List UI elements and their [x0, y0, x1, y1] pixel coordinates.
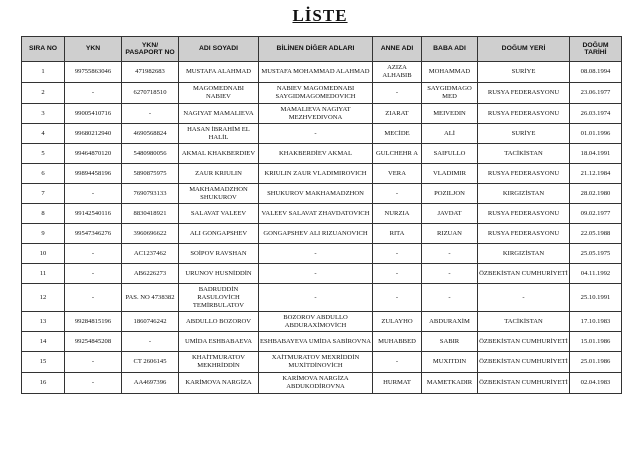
cell-sira-no: 9: [22, 224, 65, 244]
column-header-anne-adi: ANNE ADI: [373, 37, 422, 62]
cell-anne-adi: -: [373, 264, 422, 284]
cell-adi-soyadi: MAGOMEDNABI NABIEV: [179, 83, 259, 104]
cell-dogum-tarihi: 25.05.1975: [570, 244, 622, 264]
cell-diger-adlari: -: [259, 284, 373, 312]
cell-adi-soyadi: ZAUR KRIULIN: [179, 164, 259, 184]
cell-sira-no: 11: [22, 264, 65, 284]
column-header-sira-no: SIRA NO: [22, 37, 65, 62]
cell-anne-adi: -: [373, 284, 422, 312]
cell-anne-adi: GULCHEHR A: [373, 144, 422, 164]
cell-anne-adi: AZIZA ALHABIB: [373, 62, 422, 83]
cell-pasaport-no: PAS. NO 4738382: [122, 284, 179, 312]
cell-sira-no: 14: [22, 332, 65, 352]
cell-dogum-yeri: ÖZBEKİSTAN CUMHURİYETİ: [478, 332, 570, 352]
cell-dogum-yeri: RUSYA FEDERASYONU: [478, 104, 570, 124]
column-header-ykn: YKN: [65, 37, 122, 62]
cell-ykn: -: [65, 373, 122, 394]
cell-sira-no: 10: [22, 244, 65, 264]
cell-sira-no: 6: [22, 164, 65, 184]
cell-pasaport-no: 5480980056: [122, 144, 179, 164]
cell-diger-adlari: -: [259, 124, 373, 144]
cell-ykn: -: [65, 184, 122, 204]
cell-dogum-yeri: SURİYE: [478, 62, 570, 83]
table-row: [22, 284, 622, 312]
cell-dogum-tarihi: 25.01.1986: [570, 352, 622, 373]
cell-dogum-yeri: KIRGIZİSTAN: [478, 184, 570, 204]
cell-ykn: -: [65, 83, 122, 104]
cell-ykn: 99680212940: [65, 124, 122, 144]
cell-sira-no: 4: [22, 124, 65, 144]
cell-anne-adi: VERA: [373, 164, 422, 184]
table-body: [22, 62, 622, 394]
cell-adi-soyadi: MAKHAMADZHON SHUKUROV: [179, 184, 259, 204]
cell-sira-no: 13: [22, 312, 65, 332]
table-row: [22, 144, 622, 164]
cell-diger-adlari: NABIEV MAGOMEDNABI SAYGIDMAGOMEDOVICH: [259, 83, 373, 104]
cell-adi-soyadi: KARİMOVA NARGİZA: [179, 373, 259, 394]
cell-pasaport-no: 3960696622: [122, 224, 179, 244]
cell-dogum-tarihi: 04.11.1992: [570, 264, 622, 284]
cell-diger-adlari: MAMALIEVA NAGIYAT MEZHVEDIVONA: [259, 104, 373, 124]
table-row: [22, 352, 622, 373]
cell-pasaport-no: 8830418921: [122, 204, 179, 224]
cell-pasaport-no: -: [122, 332, 179, 352]
cell-dogum-tarihi: 21.12.1984: [570, 164, 622, 184]
table-row: [22, 104, 622, 124]
cell-anne-adi: HURMAT: [373, 373, 422, 394]
cell-dogum-tarihi: 09.02.1977: [570, 204, 622, 224]
cell-baba-adi: POZILJON: [422, 184, 478, 204]
cell-baba-adi: ABDURAXİM: [422, 312, 478, 332]
cell-baba-adi: MUXITDIN: [422, 352, 478, 373]
cell-sira-no: 5: [22, 144, 65, 164]
cell-adi-soyadi: BADRUDDİN RASULOVİCH TEMİRBULATOV: [179, 284, 259, 312]
cell-sira-no: 2: [22, 83, 65, 104]
cell-ykn: 99254845208: [65, 332, 122, 352]
table-row: [22, 83, 622, 104]
cell-baba-adi: JAVDAT: [422, 204, 478, 224]
persons-table: [21, 36, 622, 394]
cell-baba-adi: ALİ: [422, 124, 478, 144]
table-row: [22, 124, 622, 144]
document-title: LİSTE: [292, 6, 348, 25]
cell-adi-soyadi: URUNOV HUSNİDDİN: [179, 264, 259, 284]
cell-pasaport-no: AA4697396: [122, 373, 179, 394]
cell-sira-no: 12: [22, 284, 65, 312]
cell-pasaport-no: -: [122, 104, 179, 124]
cell-anne-adi: -: [373, 244, 422, 264]
cell-diger-adlari: VALEEV SALAVAT ZHAVDATOVICH: [259, 204, 373, 224]
cell-dogum-tarihi: 08.08.1994: [570, 62, 622, 83]
cell-dogum-yeri: ÖZBEKİSTAN CUMHURİYETİ: [478, 373, 570, 394]
cell-ykn: 99755863046: [65, 62, 122, 83]
cell-pasaport-no: 6270718510: [122, 83, 179, 104]
cell-adi-soyadi: HASAN İBRAHİM EL HALİL: [179, 124, 259, 144]
cell-ykn: 99284815196: [65, 312, 122, 332]
cell-dogum-yeri: -: [478, 284, 570, 312]
cell-anne-adi: -: [373, 184, 422, 204]
cell-ykn: 99005410716: [65, 104, 122, 124]
column-header-dogum-tarihi: DOĞUM TARİHİ: [570, 37, 622, 62]
cell-dogum-tarihi: 22.05.1988: [570, 224, 622, 244]
cell-dogum-yeri: SURİYE: [478, 124, 570, 144]
cell-dogum-yeri: ÖZBEKİSTAN CUMHURİYETİ: [478, 264, 570, 284]
cell-pasaport-no: AB6226273: [122, 264, 179, 284]
table-row: [22, 164, 622, 184]
cell-diger-adlari: KRIULIN ZAUR VLADIMIROVICH: [259, 164, 373, 184]
cell-ykn: -: [65, 352, 122, 373]
cell-ykn: 99547346276: [65, 224, 122, 244]
cell-dogum-yeri: TACİKİSTAN: [478, 144, 570, 164]
cell-dogum-yeri: TACİKİSTAN: [478, 312, 570, 332]
table-row: [22, 312, 622, 332]
cell-anne-adi: MECİDE: [373, 124, 422, 144]
cell-dogum-tarihi: 23.06.1977: [570, 83, 622, 104]
cell-diger-adlari: -: [259, 264, 373, 284]
cell-adi-soyadi: SOİPOV RAVSHAN: [179, 244, 259, 264]
cell-dogum-yeri: RUSYA FEDERASYONU: [478, 204, 570, 224]
cell-anne-adi: RITA: [373, 224, 422, 244]
column-header-pasaport-no: YKN/ PASAPORT NO: [122, 37, 179, 62]
cell-ykn: -: [65, 244, 122, 264]
cell-anne-adi: ZIARAT: [373, 104, 422, 124]
cell-diger-adlari: ESHBABAYEVA UMİDA SABİROVNA: [259, 332, 373, 352]
table-row: [22, 62, 622, 83]
cell-sira-no: 7: [22, 184, 65, 204]
cell-anne-adi: -: [373, 352, 422, 373]
cell-diger-adlari: KARİMOVA NARGİZA ABDUKODİROVNA: [259, 373, 373, 394]
cell-pasaport-no: AC1237462: [122, 244, 179, 264]
cell-sira-no: 1: [22, 62, 65, 83]
cell-pasaport-no: 7690793133: [122, 184, 179, 204]
table-row: [22, 224, 622, 244]
column-header-dogum-yeri: DOĞUM YERİ: [478, 37, 570, 62]
cell-baba-adi: SABIR: [422, 332, 478, 352]
cell-dogum-tarihi: 28.02.1980: [570, 184, 622, 204]
cell-diger-adlari: -: [259, 244, 373, 264]
column-header-baba-adi: BABA ADI: [422, 37, 478, 62]
cell-baba-adi: MAMETKADIR: [422, 373, 478, 394]
cell-sira-no: 3: [22, 104, 65, 124]
table-row: [22, 264, 622, 284]
cell-dogum-yeri: KIRGIZİSTAN: [478, 244, 570, 264]
cell-baba-adi: VLADIMIR: [422, 164, 478, 184]
cell-dogum-tarihi: 25.10.1991: [570, 284, 622, 312]
cell-sira-no: 8: [22, 204, 65, 224]
cell-baba-adi: RIZUAN: [422, 224, 478, 244]
cell-sira-no: 15: [22, 352, 65, 373]
cell-dogum-tarihi: 15.01.1986: [570, 332, 622, 352]
header-row: [22, 37, 622, 62]
cell-pasaport-no: 471982683: [122, 62, 179, 83]
cell-adi-soyadi: ABDULLO BOZOROV: [179, 312, 259, 332]
cell-adi-soyadi: AKMAL KHAKBERDIEV: [179, 144, 259, 164]
cell-diger-adlari: BOZOROV ABDULLO ABDURAXİMOVİCH: [259, 312, 373, 332]
cell-baba-adi: SAIFULLO: [422, 144, 478, 164]
table-row: [22, 332, 622, 352]
cell-dogum-tarihi: 18.04.1991: [570, 144, 622, 164]
cell-anne-adi: ZULAYHO: [373, 312, 422, 332]
cell-adi-soyadi: ALI GONGAPSHEV: [179, 224, 259, 244]
cell-ykn: -: [65, 264, 122, 284]
cell-dogum-yeri: RUSYA FEDERASYONU: [478, 224, 570, 244]
cell-dogum-tarihi: 17.10.1983: [570, 312, 622, 332]
cell-sira-no: 16: [22, 373, 65, 394]
cell-baba-adi: -: [422, 264, 478, 284]
cell-adi-soyadi: SALAVAT VALEEV: [179, 204, 259, 224]
cell-adi-soyadi: MUSTAFA ALAHMAD: [179, 62, 259, 83]
table-row: [22, 204, 622, 224]
cell-dogum-yeri: RUSYA FEDERASYONU: [478, 164, 570, 184]
cell-pasaport-no: 1860746242: [122, 312, 179, 332]
cell-dogum-tarihi: 02.04.1983: [570, 373, 622, 394]
cell-anne-adi: -: [373, 83, 422, 104]
table-row: [22, 184, 622, 204]
cell-ykn: -: [65, 284, 122, 312]
cell-anne-adi: MUHABBED: [373, 332, 422, 352]
table-row: [22, 244, 622, 264]
cell-dogum-tarihi: 01.01.1996: [570, 124, 622, 144]
cell-diger-adlari: SHUKUROV MAKHAMADZHON: [259, 184, 373, 204]
cell-ykn: 99894458196: [65, 164, 122, 184]
cell-diger-adlari: GONGAPSHEV ALI RIZUANOVICH: [259, 224, 373, 244]
cell-dogum-yeri: ÖZBEKİSTAN CUMHURİYETİ: [478, 352, 570, 373]
cell-pasaport-no: CT 2606145: [122, 352, 179, 373]
cell-ykn: 99142540116: [65, 204, 122, 224]
cell-dogum-yeri: RUSYA FEDERASYONU: [478, 83, 570, 104]
cell-diger-adlari: KHAKBERDİEV AKMAL: [259, 144, 373, 164]
table-row: [22, 373, 622, 394]
cell-ykn: 99464870120: [65, 144, 122, 164]
cell-anne-adi: NURZIA: [373, 204, 422, 224]
cell-baba-adi: -: [422, 244, 478, 264]
cell-diger-adlari: XAİTMURATOV MEXRİDDİN MUXİTDİNOVİCH: [259, 352, 373, 373]
cell-baba-adi: -: [422, 284, 478, 312]
cell-diger-adlari: MUSTAFA MOHAMMAD ALAHMAD: [259, 62, 373, 83]
column-header-diger-adlari: BİLİNEN DİĞER ADLARI: [259, 37, 373, 62]
cell-pasaport-no: 5890875975: [122, 164, 179, 184]
cell-adi-soyadi: NAGIYAT MAMALIEVA: [179, 104, 259, 124]
column-header-adi-soyadi: ADI SOYADI: [179, 37, 259, 62]
cell-adi-soyadi: UMİDA ESHBABAEVA: [179, 332, 259, 352]
cell-dogum-tarihi: 26.03.1974: [570, 104, 622, 124]
cell-baba-adi: MEIVEDIN: [422, 104, 478, 124]
cell-baba-adi: MOHAMMAD: [422, 62, 478, 83]
cell-baba-adi: SAYGIDMAGO MED: [422, 83, 478, 104]
cell-adi-soyadi: KHAİTMURATOV MEKHRİDDİN: [179, 352, 259, 373]
cell-pasaport-no: 4690568824: [122, 124, 179, 144]
